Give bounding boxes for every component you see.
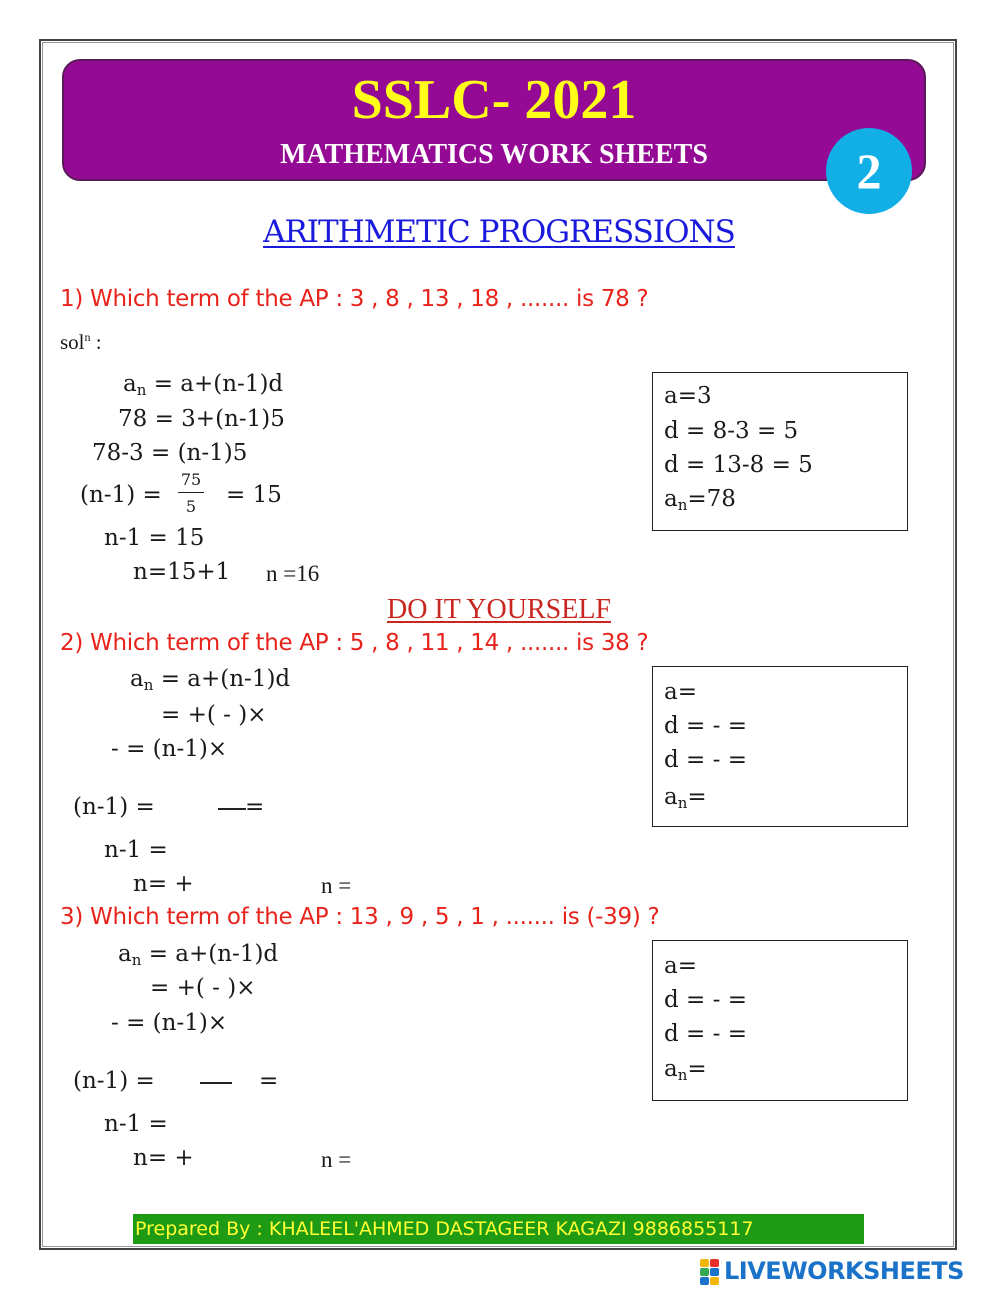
q1-box-d2: d = 13-8 = 5 <box>664 452 813 478</box>
q3-step-1: $a_n = a+(n-1)d$ <box>118 941 279 969</box>
author-credit: Prepared By : KHALEEL'AHMED DASTAGEER KAGAZI 9886855117 <box>135 1218 754 1240</box>
solution-label: sol$^n$ : <box>60 330 102 354</box>
q2-box-a: a= <box>664 679 697 705</box>
question-1: 1) Which term of the AP : 3 , 8 , 13 , 18 , ....... is 78 ? <box>60 286 649 312</box>
q2-step-6b: n = <box>321 873 352 898</box>
worksheet-number-badge: 2 <box>826 128 912 214</box>
q2-step-4-lhs: (n-1) = <box>73 794 155 820</box>
q1-step-6b: n =16 <box>266 561 320 586</box>
q1-step-6a: n=15+1 <box>133 559 231 585</box>
q1-fraction-denominator: 5 <box>185 497 197 516</box>
q2-step-3: - = (n-1)× <box>111 736 228 762</box>
question-2: 2) Which term of the AP : 5 , 8 , 11 , 14 , ....... is 38 ? <box>60 630 649 656</box>
q1-step-5: n-1 = 15 <box>104 525 205 551</box>
banner-title: SSLC- 2021 <box>351 69 637 131</box>
q1-box-d1: d = 8-3 = 5 <box>664 418 799 444</box>
q2-box-an: $a_n=$ <box>664 784 707 812</box>
q3-step-3: - = (n-1)× <box>111 1010 228 1036</box>
q3-step-4-lhs: (n-1) = <box>73 1068 155 1094</box>
author-credit-bar <box>133 1214 864 1244</box>
q1-step-4-lhs: (n-1) = <box>80 482 162 508</box>
q1-step-4-rhs: = 15 <box>226 482 282 508</box>
q3-step-6a: n= + <box>133 1145 194 1171</box>
q3-box-d2: d = - = <box>664 1021 747 1047</box>
q3-fraction-bar <box>200 1082 232 1084</box>
q3-box-d1: d = - = <box>664 987 747 1013</box>
q3-step-4-rhs: = <box>259 1068 279 1094</box>
q1-box-a: a=3 <box>664 383 712 409</box>
q3-box-a: a= <box>664 953 697 979</box>
topic-heading: ARITHMETIC PROGRESSIONS <box>263 214 735 250</box>
do-it-yourself-heading: DO IT YOURSELF <box>386 594 611 625</box>
q1-step-1: $a_n = a+(n-1)d$ <box>123 371 284 399</box>
q2-step-5: n-1 = <box>104 837 168 863</box>
liveworksheets-logo-icon <box>700 1259 720 1285</box>
q1-step-2: 78 = 3+(n-1)5 <box>118 406 285 432</box>
q2-step-2: = +( - )× <box>161 702 267 728</box>
liveworksheets-wordmark: LIVEWORKSHEETS <box>724 1257 964 1285</box>
q2-box-d1: d = - = <box>664 713 747 739</box>
q1-fraction-numerator: 75 <box>180 470 202 489</box>
q1-box-an: $a_n=78$ <box>664 486 736 514</box>
q2-fraction-bar <box>218 808 246 810</box>
q1-fraction-bar <box>178 492 204 493</box>
question-3: 3) Which term of the AP : 13 , 9 , 5 , 1 , ....... is (-39) ? <box>60 904 660 930</box>
q3-step-5: n-1 = <box>104 1111 168 1137</box>
banner-subtitle: MATHEMATICS WORK SHEETS <box>280 139 708 170</box>
q2-step-4-rhs: = <box>245 794 265 820</box>
q1-step-3: 78-3 = (n-1)5 <box>92 440 248 466</box>
q2-step-1: $a_n = a+(n-1)d$ <box>130 666 291 694</box>
q3-step-2: = +( - )× <box>150 975 256 1001</box>
q2-step-6a: n= + <box>133 871 194 897</box>
q3-step-6b: n = <box>321 1147 352 1172</box>
q3-box-an: $a_n=$ <box>664 1056 707 1084</box>
q2-box-d2: d = - = <box>664 747 747 773</box>
